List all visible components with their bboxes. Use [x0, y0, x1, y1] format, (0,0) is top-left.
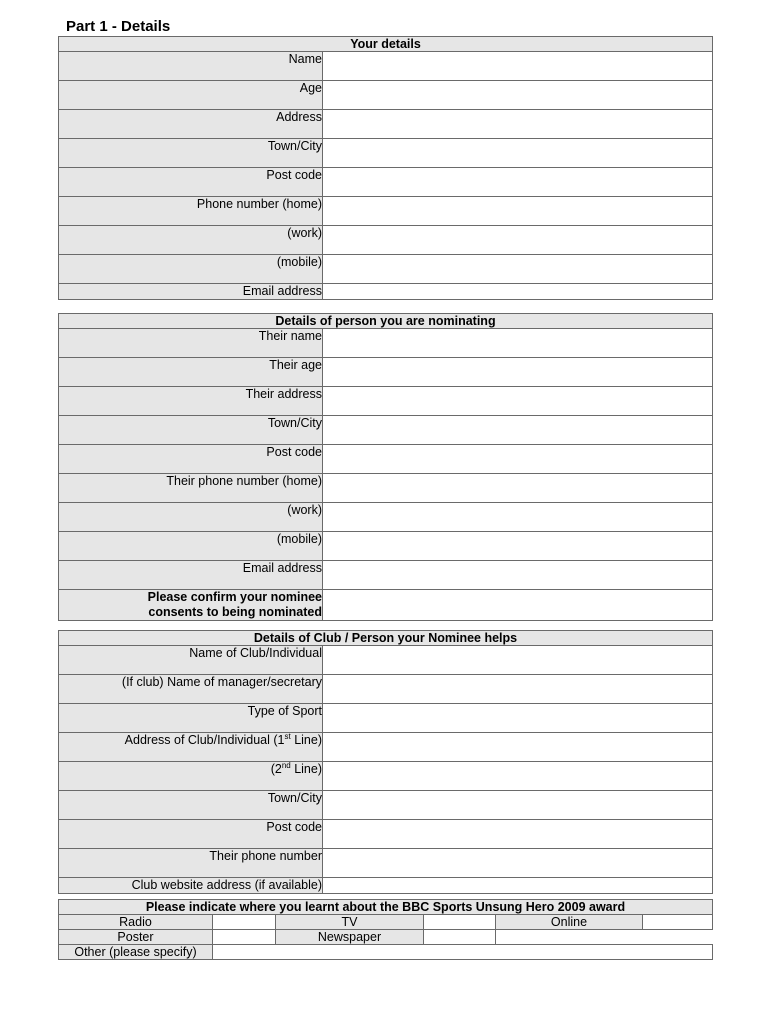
address-input[interactable] — [323, 117, 712, 131]
email-label: Email address — [59, 284, 323, 300]
manager-label: (If club) Name of manager/secretary — [59, 675, 323, 704]
manager-input[interactable] — [323, 682, 712, 696]
online-label: Online — [496, 915, 643, 930]
source-spacer — [496, 930, 643, 945]
club-address1-input[interactable] — [323, 740, 712, 754]
club-address2-suffix: Line) — [290, 762, 322, 776]
sport-label: Type of Sport — [59, 704, 323, 733]
club-address1-suffix: Line) — [290, 733, 322, 747]
nominee-email-label: Email address — [59, 561, 323, 590]
club-address2-sup: nd — [281, 760, 291, 770]
name-label: Name — [59, 52, 323, 81]
address-label: Address — [59, 110, 323, 139]
nominee-postcode-label: Post code — [59, 445, 323, 474]
postcode-label: Post code — [59, 168, 323, 197]
club-town-input[interactable] — [323, 798, 712, 812]
sport-input[interactable] — [323, 711, 712, 725]
postcode-input[interactable] — [323, 175, 712, 189]
club-address2-label — [59, 762, 323, 791]
newspaper-label: Newspaper — [276, 930, 424, 945]
age-label: Age — [59, 81, 323, 110]
other-label: Other (please specify) — [59, 945, 213, 960]
source-spacer-2 — [643, 930, 713, 945]
name-input[interactable] — [323, 59, 712, 73]
other-input[interactable] — [213, 945, 712, 959]
club-postcode-label: Post code — [59, 820, 323, 849]
consent-input[interactable] — [323, 598, 712, 612]
nominee-address-input[interactable] — [323, 394, 712, 408]
club-phone-input[interactable] — [323, 856, 712, 870]
nominee-phone-work-input[interactable] — [323, 510, 712, 524]
your-details-table — [58, 36, 713, 300]
phone-home-label: Phone number (home) — [59, 197, 323, 226]
club-address2-text: (2 — [270, 762, 282, 776]
nominee-phone-home-input[interactable] — [323, 481, 712, 495]
consent-line-2: consents to being nominated — [148, 605, 322, 619]
nominee-phone-home-label: Their phone number (home) — [59, 474, 323, 503]
phone-mobile-input[interactable] — [323, 262, 712, 276]
poster-box[interactable] — [213, 930, 276, 945]
source-table — [58, 899, 713, 960]
nominee-town-label: Town/City — [59, 416, 323, 445]
nominee-age-input[interactable] — [323, 365, 712, 379]
club-table — [58, 630, 713, 894]
poster-label: Poster — [59, 930, 213, 945]
consent-label — [59, 590, 323, 621]
nominee-phone-work-label: (work) — [59, 503, 323, 532]
newspaper-box[interactable] — [424, 930, 496, 945]
club-heading: Details of Club / Person your Nominee helps — [59, 631, 713, 646]
radio-label: Radio — [59, 915, 213, 930]
club-name-label: Name of Club/Individual — [59, 646, 323, 675]
nominee-name-label: Their name — [59, 329, 323, 358]
nominee-age-label: Their age — [59, 358, 323, 387]
club-postcode-input[interactable] — [323, 827, 712, 841]
club-phone-label: Their phone number — [59, 849, 323, 878]
town-label: Town/City — [59, 139, 323, 168]
club-address1-text: Address of Club/Individual (1 — [124, 733, 285, 747]
club-name-input[interactable] — [323, 653, 712, 667]
tv-label: TV — [276, 915, 424, 930]
email-input[interactable] — [323, 285, 712, 299]
phone-work-input[interactable] — [323, 233, 712, 247]
nominee-phone-mobile-input[interactable] — [323, 539, 712, 553]
club-address2-input[interactable] — [323, 769, 712, 783]
page-title: Part 1 - Details — [66, 18, 171, 35]
nominee-town-input[interactable] — [323, 423, 712, 437]
club-town-label: Town/City — [59, 791, 323, 820]
tv-box[interactable] — [424, 915, 496, 930]
source-heading: Please indicate where you learnt about the BBC Sports Unsung Hero 2009 award — [59, 900, 713, 915]
age-input[interactable] — [323, 88, 712, 102]
nominee-postcode-input[interactable] — [323, 452, 712, 466]
nominee-email-input[interactable] — [323, 568, 712, 582]
town-input[interactable] — [323, 146, 712, 160]
club-address1-label — [59, 733, 323, 762]
nominee-name-input[interactable] — [323, 336, 712, 350]
your-details-heading: Your details — [59, 37, 713, 52]
online-box[interactable] — [643, 915, 713, 930]
phone-work-label: (work) — [59, 226, 323, 255]
nominee-address-label: Their address — [59, 387, 323, 416]
nominee-heading: Details of person you are nominating — [59, 314, 713, 329]
radio-box[interactable] — [213, 915, 276, 930]
club-website-input[interactable] — [323, 879, 712, 893]
phone-mobile-label: (mobile) — [59, 255, 323, 284]
club-address1-sup: st — [284, 731, 291, 741]
consent-line-1: Please confirm your nominee — [147, 590, 322, 604]
phone-home-input[interactable] — [323, 204, 712, 218]
nominee-phone-mobile-label: (mobile) — [59, 532, 323, 561]
other-input-cell[interactable] — [213, 945, 713, 960]
club-website-label: Club website address (if available) — [59, 878, 323, 894]
nominee-table — [58, 313, 713, 621]
